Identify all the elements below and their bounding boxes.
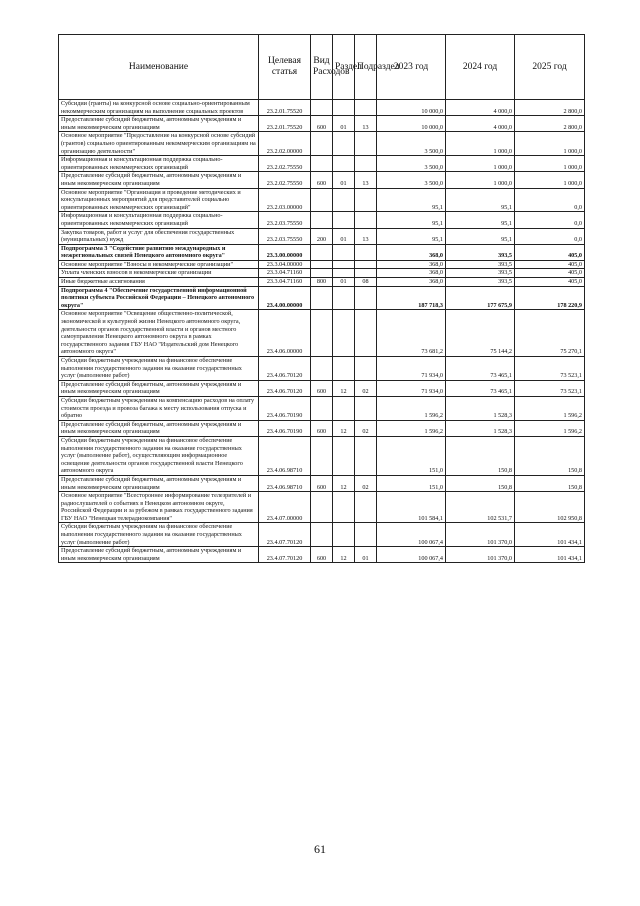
table-row	[59, 547, 585, 563]
row-section	[333, 260, 355, 269]
row-name: Основное мероприятие "Всестороннее информирование телезрителей и радиослушателей о событиях в Ненецком автономном округе, Российской Федерации и за рубежом в рамках государственного задания ГБУ НАО "Ненецкая телерадиокомпания"	[59, 492, 259, 523]
row-2023: 95,1	[377, 228, 446, 244]
row-name: Закупка товаров, работ и услуг для обеспечения государственных (муниципальных) нужд	[59, 228, 259, 244]
row-subsection: 13	[355, 172, 377, 188]
row-exp-type: 600	[311, 420, 333, 436]
table-row	[59, 269, 585, 278]
row-target: 23.2.03.75550	[259, 212, 311, 228]
row-exp-type: 800	[311, 278, 333, 287]
table-row	[59, 286, 585, 310]
row-2025: 1 596,2	[515, 396, 585, 420]
row-target: 23.4.06.70190	[259, 420, 311, 436]
row-subsection: 02	[355, 380, 377, 396]
row-2023: 368,0	[377, 244, 446, 260]
row-2024: 393,5	[446, 244, 515, 260]
row-2025: 75 270,1	[515, 310, 585, 357]
row-target: 23.4.06.70120	[259, 357, 311, 381]
row-2024: 4 000,0	[446, 116, 515, 132]
row-target: 23.4.00.00000	[259, 286, 311, 310]
row-2024: 102 531,7	[446, 492, 515, 523]
row-section	[333, 492, 355, 523]
row-section	[333, 100, 355, 116]
row-2023: 95,1	[377, 212, 446, 228]
row-name: Предоставление субсидий бюджетным, автономным учреждениям и иным некоммерческим организациям	[59, 380, 259, 396]
row-target: 23.3.00.00000	[259, 244, 311, 260]
budget-document	[58, 34, 584, 563]
row-name: Основное мероприятие "Организация и проведение методических и консультационных мероприятий для представителей социально ориентированных некоммерческих организаций"	[59, 188, 259, 212]
row-section: 01	[333, 278, 355, 287]
row-name: Уплата членских взносов в некоммерческие организации	[59, 269, 259, 278]
header-name: Наименование	[59, 35, 259, 100]
row-target: 23.3.04.71160	[259, 278, 311, 287]
row-section: 01	[333, 116, 355, 132]
row-exp-type	[311, 523, 333, 547]
row-2024: 73 465,1	[446, 380, 515, 396]
row-subsection	[355, 492, 377, 523]
row-subsection	[355, 310, 377, 357]
row-section	[333, 132, 355, 156]
row-exp-type	[311, 357, 333, 381]
row-2024: 393,5	[446, 278, 515, 287]
row-subsection	[355, 436, 377, 475]
row-name: Субсидии бюджетным учреждениям на финансовое обеспечение выполнения государственного задания на оказание государственных услуг (выполнение работ)	[59, 357, 259, 381]
row-target: 23.4.07.00000	[259, 492, 311, 523]
header-2023: 2023 год	[377, 35, 446, 100]
row-subsection	[355, 396, 377, 420]
row-2024: 1 000,0	[446, 156, 515, 172]
table-row	[59, 492, 585, 523]
row-exp-type	[311, 310, 333, 357]
row-section	[333, 156, 355, 172]
row-subsection	[355, 523, 377, 547]
row-name: Субсидии бюджетным учреждениям на компенсацию расходов на оплату стоимости проезда и провоза багажа к месту использования отпуска и обратно	[59, 396, 259, 420]
row-subsection: 01	[355, 547, 377, 563]
row-2024: 1 000,0	[446, 132, 515, 156]
row-target: 23.4.06.70120	[259, 380, 311, 396]
row-2025: 101 434,1	[515, 523, 585, 547]
row-subsection	[355, 188, 377, 212]
row-section	[333, 212, 355, 228]
row-subsection: 02	[355, 420, 377, 436]
row-name: Предоставление субсидий бюджетным, автономным учреждениям и иным некоммерческим организациям	[59, 172, 259, 188]
row-section	[333, 523, 355, 547]
row-2024: 1 528,3	[446, 396, 515, 420]
row-2023: 151,0	[377, 436, 446, 475]
budget-table	[58, 34, 585, 563]
row-section	[333, 357, 355, 381]
row-section: 12	[333, 380, 355, 396]
row-exp-type: 600	[311, 380, 333, 396]
row-name: Предоставление субсидий бюджетным, автономным учреждениям и иным некоммерческим организациям	[59, 420, 259, 436]
row-name: Предоставление субсидий бюджетным, автономным учреждениям и иным некоммерческим организациям	[59, 547, 259, 563]
row-target: 23.4.07.70120	[259, 523, 311, 547]
row-name: Подпрограмма 3 "Содействие развитию международных и межрегиональных связей Ненецкого автономного округа"	[59, 244, 259, 260]
row-exp-type: 600	[311, 116, 333, 132]
row-2024: 1 000,0	[446, 172, 515, 188]
table-row	[59, 357, 585, 381]
row-2023: 73 681,2	[377, 310, 446, 357]
row-2025: 101 434,1	[515, 547, 585, 563]
header-exp-type: Вид Расходов	[311, 35, 333, 100]
row-name: Основное мероприятие "Освещение общественно-политической, экономической и культурной жизни Ненецкого автономного округа, деятельности органов государственной власти и органов местного самоуправления Ненецкого автономного округа в рамках государственного задания ГБУ НАО "Издательский дом Ненецкого автономного округа"	[59, 310, 259, 357]
row-target: 23.2.03.75550	[259, 228, 311, 244]
header-section: Раздел	[333, 35, 355, 100]
table-row	[59, 475, 585, 491]
row-2023: 3 500,0	[377, 132, 446, 156]
row-target: 23.3.04.00000	[259, 260, 311, 269]
row-2024: 101 370,0	[446, 523, 515, 547]
table-row	[59, 436, 585, 475]
row-2023: 3 500,0	[377, 172, 446, 188]
row-2023: 10 000,0	[377, 116, 446, 132]
row-2025: 0,0	[515, 188, 585, 212]
row-subsection	[355, 269, 377, 278]
row-subsection	[355, 244, 377, 260]
row-2025: 2 800,0	[515, 116, 585, 132]
row-exp-type	[311, 156, 333, 172]
row-2025: 1 596,2	[515, 420, 585, 436]
row-2023: 187 718,3	[377, 286, 446, 310]
row-exp-type	[311, 244, 333, 260]
row-exp-type: 600	[311, 475, 333, 491]
row-2023: 100 067,4	[377, 547, 446, 563]
row-section	[333, 396, 355, 420]
row-exp-type	[311, 286, 333, 310]
row-2024: 95,1	[446, 212, 515, 228]
row-2024: 95,1	[446, 188, 515, 212]
row-2023: 71 934,0	[377, 357, 446, 381]
row-name: Иные бюджетные ассигнования	[59, 278, 259, 287]
row-target: 23.2.03.00000	[259, 188, 311, 212]
row-target: 23.2.01.75520	[259, 100, 311, 116]
table-row	[59, 278, 585, 287]
row-target: 23.4.06.70190	[259, 396, 311, 420]
row-exp-type: 200	[311, 228, 333, 244]
row-exp-type	[311, 132, 333, 156]
row-target: 23.4.06.00000	[259, 310, 311, 357]
row-exp-type	[311, 188, 333, 212]
row-2025: 73 523,1	[515, 357, 585, 381]
row-2025: 0,0	[515, 228, 585, 244]
row-2025: 102 950,8	[515, 492, 585, 523]
row-exp-type	[311, 212, 333, 228]
table-row	[59, 380, 585, 396]
row-exp-type	[311, 436, 333, 475]
row-section	[333, 269, 355, 278]
table-row	[59, 260, 585, 269]
table-row	[59, 420, 585, 436]
row-section	[333, 436, 355, 475]
row-2025: 405,0	[515, 260, 585, 269]
table-row	[59, 172, 585, 188]
row-name: Субсидии (гранты) на конкурсной основе социально-ориентированным некоммерческим организациям на выполнение социальных проектов	[59, 100, 259, 116]
row-section: 12	[333, 475, 355, 491]
table-row	[59, 116, 585, 132]
row-name: Субсидии бюджетным учреждениям на финансовое обеспечение выполнения государственного задания на оказание государственных услуг (выполнение работ), осуществляющим информационное освещение деятельности органов государственной власти Ненецкого автономного округа	[59, 436, 259, 475]
row-subsection	[355, 357, 377, 381]
table-row	[59, 156, 585, 172]
row-2024: 101 370,0	[446, 547, 515, 563]
table-row	[59, 396, 585, 420]
row-target: 23.2.02.75550	[259, 172, 311, 188]
table-row	[59, 100, 585, 116]
row-2025: 405,0	[515, 269, 585, 278]
row-subsection	[355, 260, 377, 269]
row-section: 12	[333, 420, 355, 436]
row-section	[333, 244, 355, 260]
row-2023: 101 584,1	[377, 492, 446, 523]
row-2024: 393,5	[446, 269, 515, 278]
row-2023: 1 596,2	[377, 420, 446, 436]
row-exp-type	[311, 396, 333, 420]
row-exp-type	[311, 269, 333, 278]
row-2024: 73 465,1	[446, 357, 515, 381]
table-header-row	[59, 35, 585, 100]
row-name: Подпрограмма 4 "Обеспечение государственной информационной политики субъекта Российской Федерации – Ненецкого автономного округа"	[59, 286, 259, 310]
row-2024: 393,5	[446, 260, 515, 269]
row-section: 01	[333, 228, 355, 244]
row-2025: 405,0	[515, 244, 585, 260]
row-2025: 150,8	[515, 436, 585, 475]
row-2024: 75 144,2	[446, 310, 515, 357]
row-target: 23.2.01.75520	[259, 116, 311, 132]
row-subsection	[355, 100, 377, 116]
row-2023: 1 596,2	[377, 396, 446, 420]
header-subsection: Подраздел	[355, 35, 377, 100]
row-name: Информационная и консультационная поддержка социально-ориентированных некоммерческих организаций	[59, 156, 259, 172]
row-2024: 150,8	[446, 436, 515, 475]
row-subsection: 13	[355, 228, 377, 244]
row-2025: 178 220,9	[515, 286, 585, 310]
row-target: 23.4.06.98710	[259, 475, 311, 491]
row-2025: 2 800,0	[515, 100, 585, 116]
row-2023: 368,0	[377, 278, 446, 287]
row-subsection	[355, 132, 377, 156]
table-row	[59, 310, 585, 357]
row-2024: 150,8	[446, 475, 515, 491]
row-exp-type	[311, 100, 333, 116]
row-2025: 1 000,0	[515, 132, 585, 156]
row-subsection	[355, 212, 377, 228]
table-row	[59, 212, 585, 228]
header-target: Целевая статья	[259, 35, 311, 100]
row-subsection: 08	[355, 278, 377, 287]
row-section	[333, 310, 355, 357]
row-name: Основное мероприятие "Взносы в некоммерческие организации"	[59, 260, 259, 269]
row-name: Основное мероприятие "Предоставление на конкурсной основе субсидий (грантов) социально ориентированным некоммерческим организациям на организацию деятельности"	[59, 132, 259, 156]
row-exp-type: 600	[311, 172, 333, 188]
row-2023: 10 000,0	[377, 100, 446, 116]
row-2025: 1 000,0	[515, 156, 585, 172]
row-2024: 4 000,0	[446, 100, 515, 116]
row-2023: 151,0	[377, 475, 446, 491]
row-2023: 368,0	[377, 269, 446, 278]
row-exp-type	[311, 260, 333, 269]
row-target: 23.2.02.00000	[259, 132, 311, 156]
row-name: Информационная и консультационная поддержка социально-ориентированных некоммерческих организаций	[59, 212, 259, 228]
header-2024: 2024 год	[446, 35, 515, 100]
row-subsection	[355, 286, 377, 310]
row-2024: 1 528,3	[446, 420, 515, 436]
table-row	[59, 228, 585, 244]
row-exp-type: 600	[311, 547, 333, 563]
row-section	[333, 286, 355, 310]
row-target: 23.4.06.98710	[259, 436, 311, 475]
row-2023: 3 500,0	[377, 156, 446, 172]
row-2025: 0,0	[515, 212, 585, 228]
table-row	[59, 523, 585, 547]
table-row	[59, 244, 585, 260]
row-2025: 73 523,1	[515, 380, 585, 396]
row-2025: 150,8	[515, 475, 585, 491]
row-target: 23.3.04.71160	[259, 269, 311, 278]
row-name: Предоставление субсидий бюджетным, автономным учреждениям и иным некоммерческим организациям	[59, 116, 259, 132]
row-section: 12	[333, 547, 355, 563]
row-name: Субсидии бюджетным учреждениям на финансовое обеспечение выполнения государственного задания на оказание государственных услуг (выполнение работ)	[59, 523, 259, 547]
row-subsection: 13	[355, 116, 377, 132]
row-2023: 100 067,4	[377, 523, 446, 547]
row-2023: 368,0	[377, 260, 446, 269]
page-number: 61	[314, 842, 326, 856]
row-exp-type	[311, 492, 333, 523]
row-2024: 95,1	[446, 228, 515, 244]
row-2024: 177 675,9	[446, 286, 515, 310]
header-2025: 2025 год	[515, 35, 585, 100]
row-2023: 95,1	[377, 188, 446, 212]
table-row	[59, 188, 585, 212]
row-subsection	[355, 156, 377, 172]
row-section	[333, 188, 355, 212]
row-target: 23.2.02.75550	[259, 156, 311, 172]
row-2025: 1 000,0	[515, 172, 585, 188]
row-2025: 405,0	[515, 278, 585, 287]
table-row	[59, 132, 585, 156]
row-subsection: 02	[355, 475, 377, 491]
row-section: 01	[333, 172, 355, 188]
row-target: 23.4.07.70120	[259, 547, 311, 563]
row-name: Предоставление субсидий бюджетным, автономным учреждениям и иным некоммерческим организациям	[59, 475, 259, 491]
row-2023: 71 934,0	[377, 380, 446, 396]
